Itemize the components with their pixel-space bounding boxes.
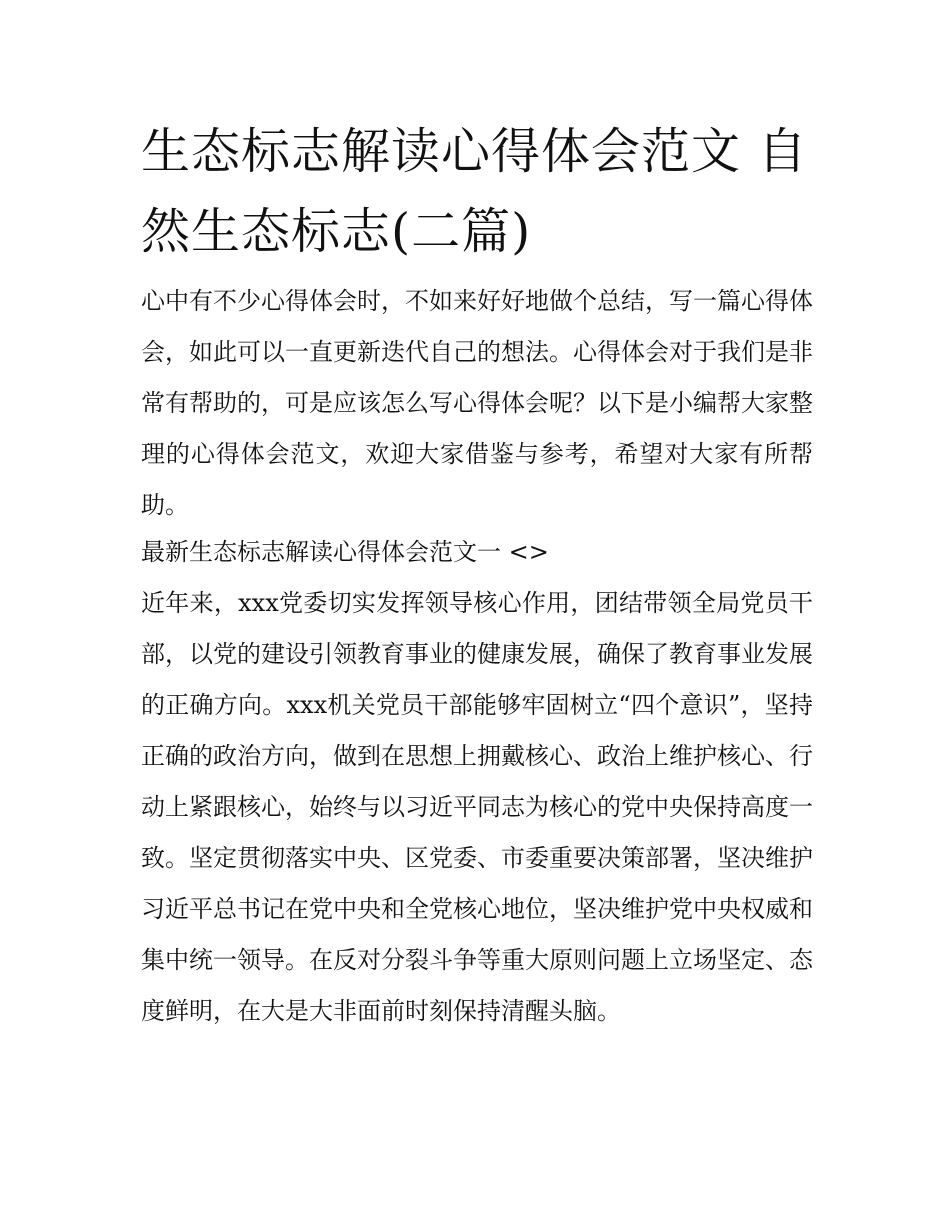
- document-title: 生态标志解读心得体会范文 自然生态标志(二篇): [141, 123, 808, 260]
- body-paragraph: 近年来，xxx党委切实发挥领导核心作用，团结带领全局党员干部，以党的建设引领教育事业的健康发展，确保了教育事业发展的正确方向。xxx机关党员干部能够牢固树立“四个意识”，坚持正确的政治方向，做到在思想上拥戴核心、政治上维护核心、行动上紧跟核心，始终与以习近平同志为核心的党中央保持高度一致。坚定贯彻落实中央、区党委、市委重要决策部署，坚决维护习近平总书记在党中央和全党核心地位，坚决维护党中央权威和集中统一领导。在反对分裂斗争等重大原则问题上立场坚定、态度鲜明，在大是大非面前时刻保持清醒头脑。: [141, 589, 813, 1025]
- intro-paragraph: 心中有不少心得体会时，不如来好好地做个总结，写一篇心得体会，如此可以一直更新迭代自己的想法。心得体会对于我们是非常有帮助的，可是应该怎么写心得体会呢？以下是小编帮大家整理的心得体会范文，欢迎大家借鉴与参考，希望对大家有所帮助。: [141, 287, 813, 519]
- section-heading: 最新生态标志解读心得体会范文一 <>: [141, 538, 549, 566]
